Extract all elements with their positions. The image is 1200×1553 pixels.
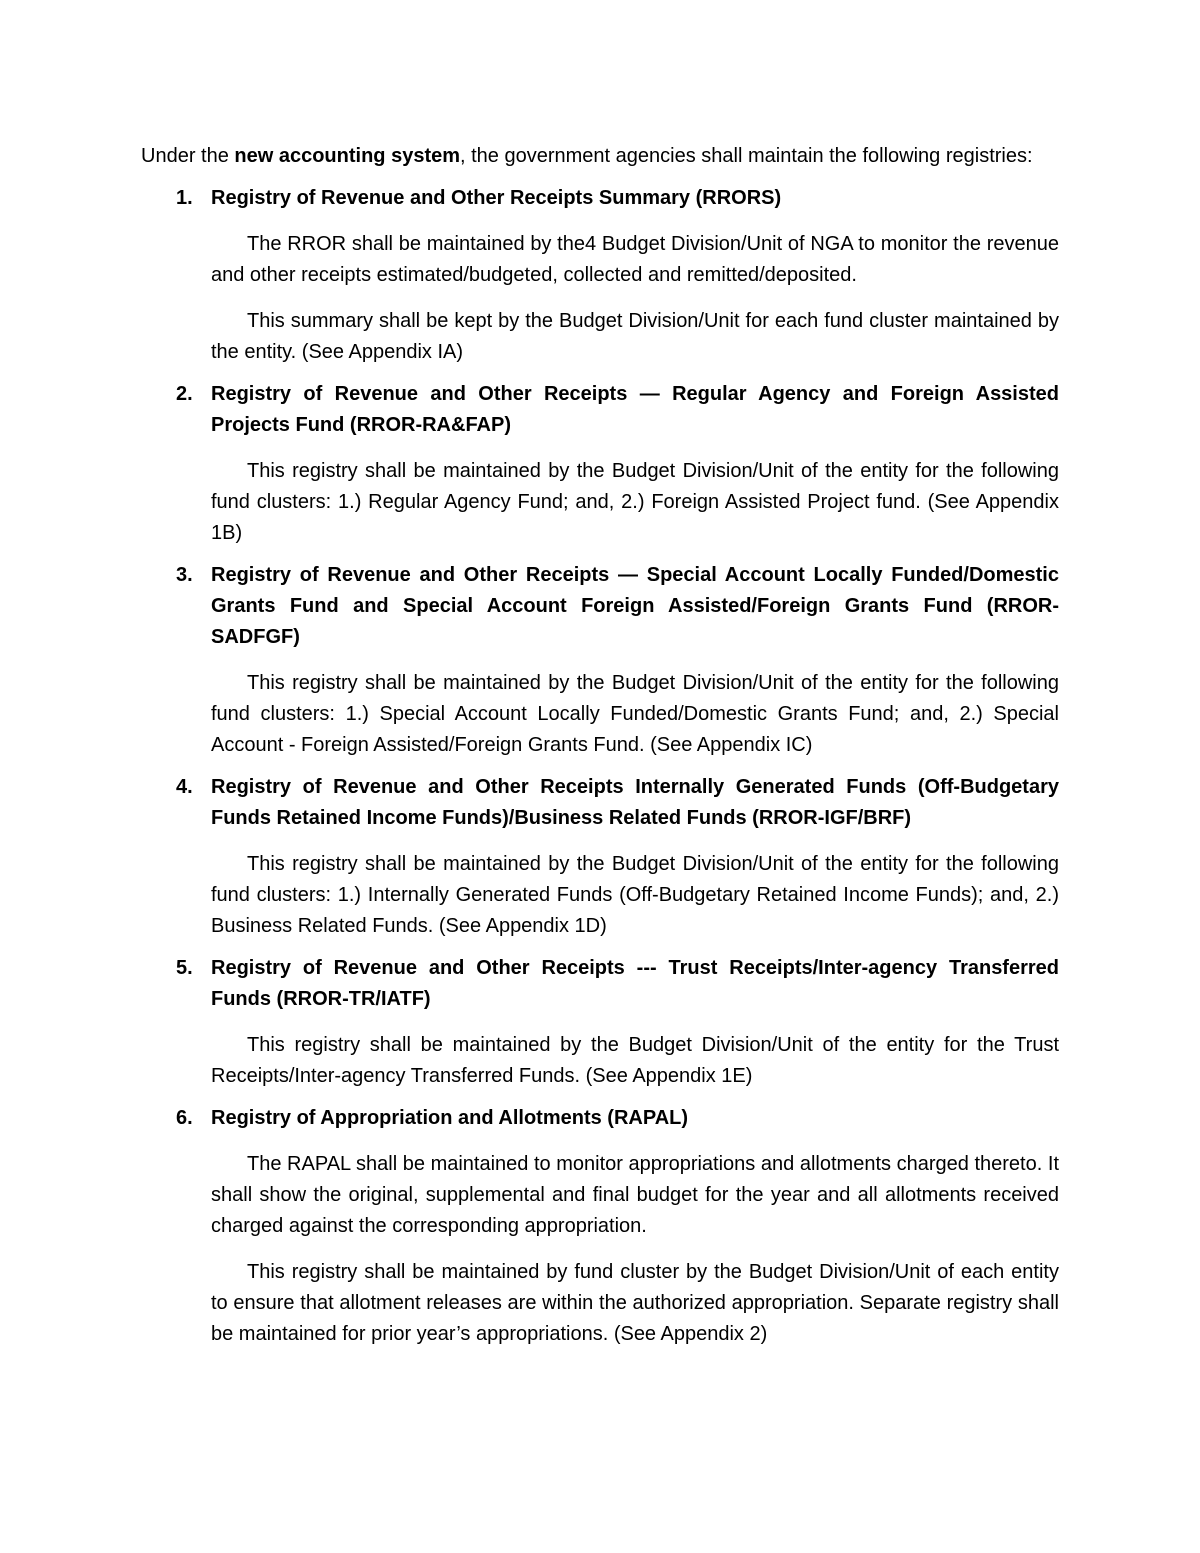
registry-paragraph: This registry shall be maintained by fund cluster by the Budget Division/Unit of each entity to ensure that allotment releases are within the authorized appropriation. Separate registry shall be maintained for prior year’s appropriations. (See Appendix 2): [211, 1261, 1059, 1345]
intro-text-post: , the government agencies shall maintain the following registries:: [460, 145, 1033, 167]
registry-number: 3.: [176, 564, 193, 586]
registry-title: Registry of Revenue and Other Receipts --- Trust Receipts/Inter-agency Transferred Funds (RROR-TR/IATF): [211, 957, 1059, 1010]
registry-item-2: [141, 379, 1059, 549]
registry-heading: [141, 772, 1059, 834]
registry-number: 2.: [176, 383, 193, 405]
registry-heading: [141, 560, 1059, 653]
registry-paragraph: This summary shall be kept by the Budget Division/Unit for each fund cluster maintained by the entity. (See Appendix IA): [211, 310, 1059, 363]
registry-paragraph: This registry shall be maintained by the Budget Division/Unit of the entity for the following fund clusters: 1.) Internally Generated Funds (Off-Budgetary Retained Income Funds); and, 2.) Business Related Funds. (See Appendix 1D): [211, 853, 1059, 937]
registry-title: Registry of Revenue and Other Receipts Internally Generated Funds (Off-Budgetary Funds Retained Income Funds)/Business Related Funds (RROR-IGF/BRF): [211, 776, 1059, 829]
registry-title: Registry of Revenue and Other Receipts Summary (RRORS): [211, 187, 782, 209]
registry-item-5: [141, 953, 1059, 1092]
intro-text-bold: new accounting system: [234, 145, 461, 167]
intro-paragraph: [141, 141, 1059, 172]
registry-item-1: [141, 183, 1059, 368]
registry-heading: [141, 953, 1059, 1015]
registry-paragraph: This registry shall be maintained by the Budget Division/Unit of the entity for the following fund clusters: 1.) Regular Agency Fund; and, 2.) Foreign Assisted Project fund. (See Appendix 1B): [211, 460, 1059, 544]
registry-number: 6.: [176, 1107, 193, 1129]
registry-number: 5.: [176, 957, 193, 979]
registry-heading: [141, 1103, 1059, 1134]
document-page: [141, 141, 1059, 1361]
registry-heading: [141, 379, 1059, 441]
registry-item-4: [141, 772, 1059, 942]
registry-paragraph: The RAPAL shall be maintained to monitor appropriations and allotments charged thereto. It shall show the original, supplemental and final budget for the year and all allotments received charged against the corresponding appropriation.: [211, 1153, 1059, 1237]
registry-item-3: [141, 560, 1059, 761]
registry-paragraph: This registry shall be maintained by the Budget Division/Unit of the entity for the following fund clusters: 1.) Special Account Locally Funded/Domestic Grants Fund; and, 2.) Special Account - Foreign Assisted/Foreign Grants Fund. (See Appendix IC): [211, 672, 1059, 756]
registry-paragraph: This registry shall be maintained by the Budget Division/Unit of the entity for the Trust Receipts/Inter-agency Transferred Funds. (See Appendix 1E): [211, 1034, 1059, 1087]
registry-number: 1.: [176, 187, 193, 209]
registry-title: Registry of Appropriation and Allotments (RAPAL): [211, 1107, 689, 1129]
registry-heading: [141, 183, 1059, 214]
registry-title: Registry of Revenue and Other Receipts — Regular Agency and Foreign Assisted Projects Fund (RROR-RA&FAP): [211, 383, 1059, 436]
registry-title: Registry of Revenue and Other Receipts — Special Account Locally Funded/Domestic Grants Fund and Special Account Foreign Assisted/Foreign Grants Fund (RROR-SADFGF): [211, 564, 1059, 648]
registry-item-6: [141, 1103, 1059, 1350]
registry-paragraph: The RROR shall be maintained by the4 Budget Division/Unit of NGA to monitor the revenue and other receipts estimated/budgeted, collected and remitted/deposited.: [211, 233, 1059, 286]
registry-number: 4.: [176, 776, 193, 798]
intro-text-pre: Under the: [141, 145, 235, 167]
